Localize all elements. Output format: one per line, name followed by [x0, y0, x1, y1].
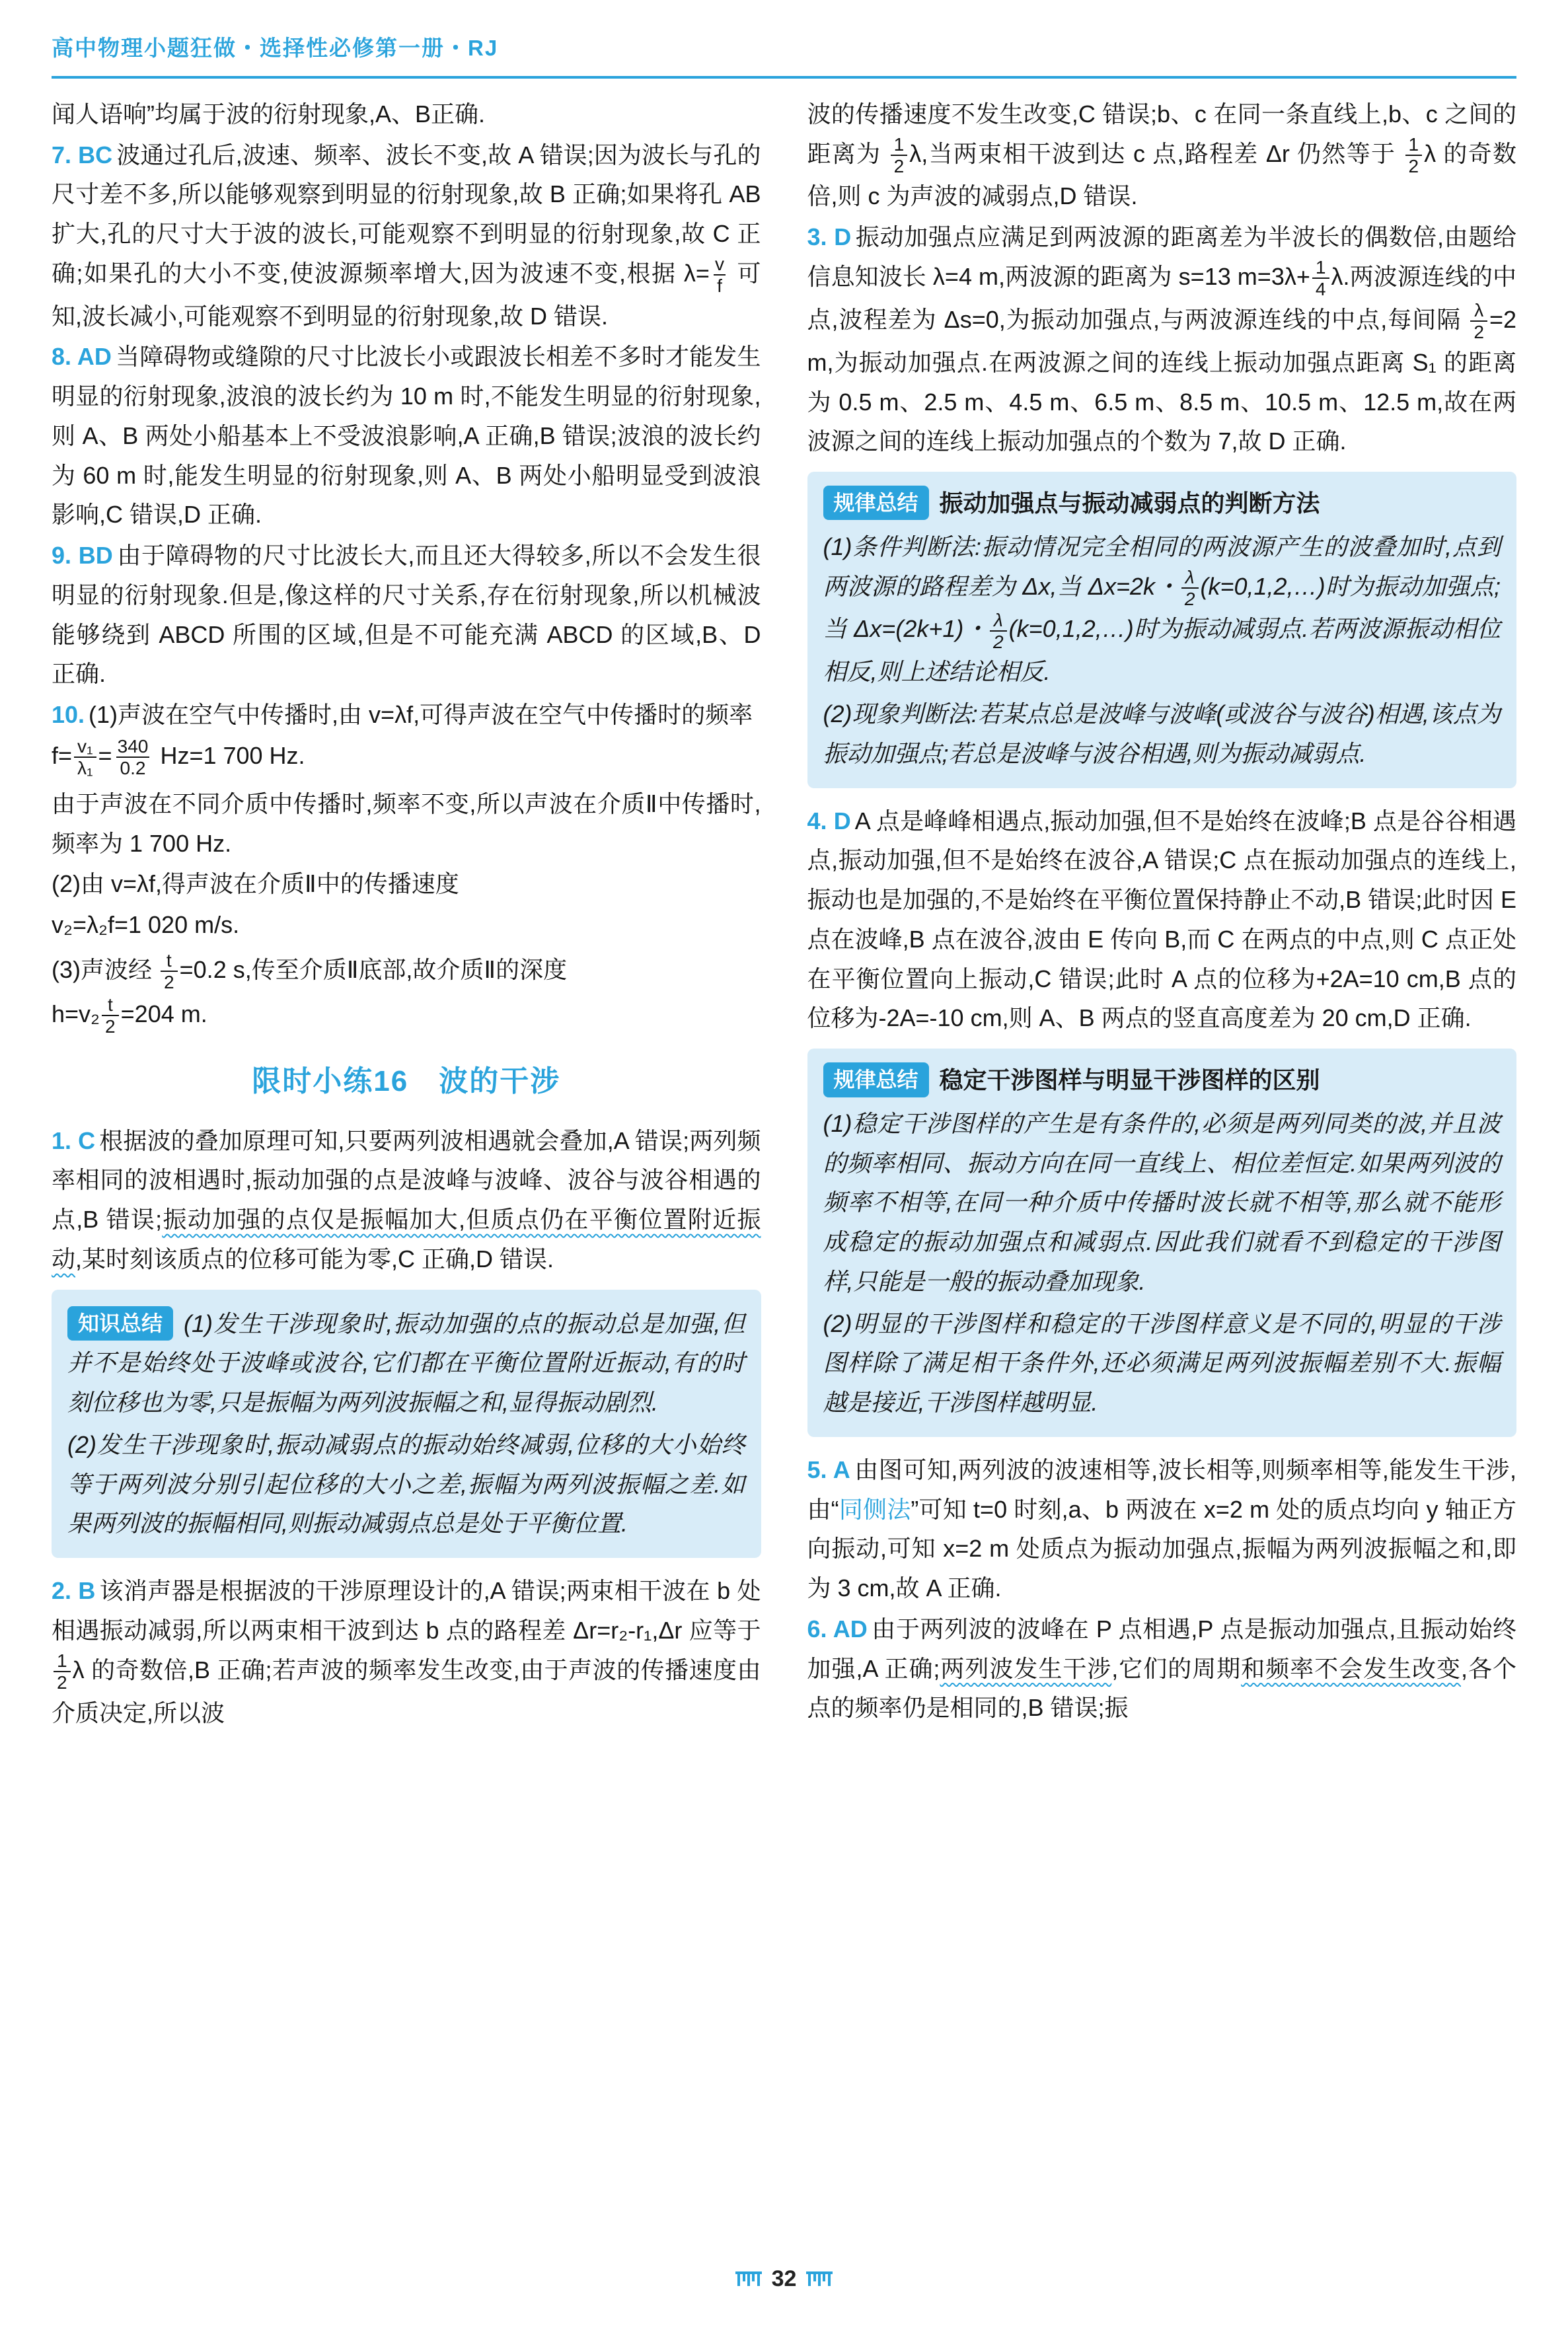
footer-ornament-icon [733, 2268, 764, 2289]
answer-label: 7. BC [52, 141, 113, 168]
box-paragraph: (2)明显的干涉图样和稳定的干涉图样意义是不同的,明显的干涉图样除了满足相干条件外,还必须满足两列波振幅差别不大.振幅越是接近,干涉图样越明显. [823, 1310, 1501, 1417]
fraction: $\frac{v}{f}$ [714, 253, 724, 297]
page-footer [0, 2260, 1568, 2297]
highlighted-term: 同侧法 [839, 1495, 911, 1523]
fraction: $\frac{1}{2}$ [54, 1650, 71, 1693]
box-label: 规律总结 [823, 1062, 929, 1097]
fraction: $\frac{1}{4}$ [1312, 257, 1329, 300]
formula: h=v₂ $\frac{t}{2}$ =204 m. [52, 994, 207, 1037]
paragraph: 波的传播速度不发生改变,C 错误;b、c 在同一条直线上,b、c 之间的距离为 $\frac{1}{2}$ λ,当两束相干波到达 c 点,路程差 Δr 仍然等于 $\frac{1}{2}$ λ 的奇数倍,则 c 为声波的减弱点,D 错误. [807, 100, 1516, 210]
content-columns [52, 94, 1516, 1733]
fraction: $\frac{t}{2}$ [161, 950, 178, 993]
paragraph: (3)声波经 $\frac{t}{2}$ =0.2 s,传至介质Ⅱ底部,故介质Ⅱ的深度 [52, 949, 568, 993]
paragraph: 2. B 该消声器是根据波的干涉原理设计的,A 错误;两束相干波在 b 处相遇振动减弱,所以两束相干波到达 b 点的路程差 Δr=r₂-r₁,Δr 应等于 $\frac{1}{2}$ λ 的奇数倍,B 正确;若声波的频率发生改变,由于声波的传播速度由介质决定,所以波 [52, 1577, 761, 1726]
answer-label: 1. C [52, 1126, 96, 1154]
paragraph: 9. BD 由于障碍物的尺寸比波长大,而且还大得较多,所以不会发生很明显的衍射现象.但是,像这样的尺寸关系,存在衍射现象,所以机械波能够绕到 ABCD 所围的区域,但是不可能充满 ABCD 的区域,B、D 正确. [52, 542, 761, 688]
footer-ornament-icon [804, 2268, 835, 2289]
right-column [807, 94, 1517, 1733]
fraction: $\frac{\lambda}{2}$ [1181, 567, 1199, 610]
page-number: 32 [771, 2266, 797, 2291]
page-header [52, 30, 1516, 79]
fraction: $\frac{t}{2}$ [102, 994, 119, 1037]
box-paragraph: 知识总结 (1)发生干涉现象时,振动加强的点的振动总是加强,但并不是始终处于波峰或波谷,它们都在平衡位置附近振动,有的时刻位移也为零,只是振幅为两列波振幅之和,显得振动剧烈. [67, 1304, 745, 1422]
box-title: 振动加强点与振动减弱点的判断方法 [939, 490, 1320, 517]
paragraph: 6. AD 由于两列波的波峰在 P 点相遇,P 点是振动加强点,且振动始终加强,A 正确;两列波发生干涉,它们的周期和频率不会发生改变,各个点的频率仍是相同的,B 错误;振 [807, 1615, 1517, 1722]
fraction: $\frac{1}{2}$ [1405, 134, 1423, 177]
fraction: $\frac{1}{2}$ [891, 134, 908, 177]
summary-box [807, 1049, 1517, 1437]
box-header [823, 484, 1501, 523]
paragraph: 闻人语响”均属于波的衍射现象,A、B正确. [52, 100, 486, 128]
paragraph: 10. (1)声波在空气中传播时,由 v=λf,可得声波在空气中传播时的频率 [52, 701, 753, 729]
box-header [823, 1060, 1501, 1100]
box-paragraph: (1)条件判断法:振动情况完全相同的两波源产生的波叠加时,点到两波源的路程差为 Δx,当 Δx=2k・ $\frac{\lambda}{2}$ (k=0,1,2,…)时为振动加强点;当 Δx=(2k+1)・ $\frac{\lambda}{2}$ (k=0,1,2,…)时为振动减弱点.若两波源振动相位相反,则上述结论相反. [823, 533, 1501, 686]
fraction: $\frac{\lambda}{2}$ [990, 610, 1007, 653]
wavy-underline-text: 和频率不会发生改变 [1241, 1654, 1461, 1682]
summary-box [807, 472, 1517, 788]
box-title: 稳定干涉图样与明显干涉图样的区别 [939, 1066, 1320, 1094]
box-paragraph: (2)现象判断法:若某点总是波峰与波峰(或波谷与波谷)相遇,该点为振动加强点;若总是波峰与波谷相遇,则为振动减弱点. [823, 700, 1501, 767]
formula: v₂=λ₂f=1 020 m/s. [52, 911, 240, 939]
summary-box [52, 1290, 761, 1559]
answer-label: 6. AD [807, 1615, 868, 1642]
answer-label: 8. AD [52, 343, 112, 371]
paragraph: 1. C 根据波的叠加原理可知,只要两列波相遇就会叠加,A 错误;两列频率相同的波相遇时,振动加强的点是波峰与波峰、波谷与波谷相遇的点,B 错误;振动加强的点仅是振幅加大,但质点仍在平衡位置附近振动,某时刻该质点的位移可能为零,C 正确,D 错误. [52, 1126, 761, 1273]
paragraph: 8. AD 当障碍物或缝隙的尺寸比波长小或跟波长相差不多时才能发生明显的衍射现象,波浪的波长约为 10 m 时,不能发生明显的衍射现象,则 A、B 两处小船基本上不受波浪影响,A 正确,B 错误;波浪的波长约为 60 m 时,能发生明显的衍射现象,则 A、B 两处小船明显受到波浪影响,C 错误,D 正确. [52, 343, 761, 529]
formula: f= $\frac{\text{v₁}}{\text{λ₁}}$ = $\frac{340}{0.2}$ Hz=1 700 Hz. [52, 735, 305, 779]
box-label: 规律总结 [823, 486, 929, 520]
paragraph: (2)由 v=λf,得声波在介质Ⅱ中的传播速度 [52, 870, 459, 898]
paragraph: 3. D 振动加强点应满足到两波源的距离差为半波长的偶数倍,由题给信息知波长 λ=4 m,两波源的距离为 s=13 m=3λ+ $\frac{1}{4}$ λ.两波源连线的中点,波程差为 Δs=0,为振动加强点,与两波源连线的中点,每间隔 $\frac{\lambda}{2}$ =2 m,为振动加强点.在两波源之间的连线上振动加强点距离 S₁ 的距离为 0.5 m、2.5 m、4.5 m、6.5 m、8.5 m、10.5 m、12.5 m,故在两波源之间的连线上振动加强点的个数为 7,故 D 正确. [807, 223, 1516, 455]
paragraph: 4. D A 点是峰峰相遇点,振动加强,但不是始终在波峰;B 点是谷谷相遇点,振动加强,但不是始终在波谷,A 错误;C 点在振动加强点的连线上,振动也是加强的,不是始终在平衡位置保持静止不动,B 错误;此时因 E 点在波峰,B 点在波谷,波由 E 传向 B,而 C 在两点的中点,则 C 点正处在平衡位置向上振动,C 错误;此时 A 点的位移为+2A=10 cm,B 点的位移为-2A=-10 cm,则 A、B 两点的竖直高度差为 20 cm,D 正确. [807, 807, 1516, 1032]
answer-label: 5. A [807, 1456, 850, 1483]
answer-label: 3. D [807, 223, 852, 251]
answer-label: 10. [52, 701, 85, 729]
wavy-underline-text: 两列波发生干涉 [940, 1654, 1112, 1682]
paragraph: 由于声波在不同介质中传播时,频率不变,所以声波在介质Ⅱ中传播时,频率为 1 700 Hz. [52, 790, 761, 857]
box-label: 知识总结 [67, 1306, 173, 1341]
answer-label: 4. D [807, 807, 851, 834]
answer-label: 2. B [52, 1577, 96, 1605]
paragraph: 7. BC 波通过孔后,波速、频率、波长不变,故 A 错误;因为波长与孔的尺寸差不多,所以能够观察到明显的衍射现象,故 B 正确;如果将孔 AB 扩大,孔的尺寸大于波的波长,可能观察不到明显的衍射现象,故 C 正确;如果孔的大小不变,使波源频率增大,因为波速不变,根据 λ= $\frac{v}{f}$ 可知,波长减小,可能观察不到明显的衍射现象,故 D 错误. [52, 141, 761, 330]
paragraph: 5. A 由图可知,两列波的波速相等,波长相等,则频率相等,能发生干涉,由“同侧法”可知 t=0 时刻,a、b 两波在 x=2 m 处的质点均向 y 轴正方向振动,可知 x=2 m 处质点为振动加强点,振幅为两列波振幅之和,即为 3 cm,故 A 正确. [807, 1456, 1517, 1602]
answer-label: 9. BD [52, 542, 113, 570]
left-column [52, 94, 761, 1733]
fraction: $\frac{\text{v₁}}{\text{λ₁}}$ [74, 736, 96, 779]
header-title: 高中物理小题狂做・选择性必修第一册・RJ [52, 36, 499, 60]
wavy-underline-text: 振动加强的点仅是振幅加大,但质点仍在平衡位置附近振动 [52, 1206, 761, 1273]
box-paragraph: (1)稳定干涉图样的产生是有条件的,必须是两列同类的波,并且波的频率相同、振动方向在同一直线上、相位差恒定.如果两列波的频率不相等,在同一种介质中传播时波长就不相等,那么就不能形成稳定的振动加强点和减弱点.因此我们就看不到稳定的干涉图样,只能是一般的振动叠加现象. [823, 1109, 1501, 1295]
box-paragraph: (2)发生干涉现象时,振动减弱点的振动始终减弱,位移的大小始终等于两列波分别引起位移的大小之差,振幅为两列波振幅之差.如果两列波的振幅相同,则振动减弱点总是处于平衡位置. [67, 1430, 745, 1537]
fraction: $\frac{\lambda}{2}$ [1470, 300, 1487, 343]
fraction: $\frac{340}{0.2}$ [117, 735, 149, 779]
section-title: 限时小练16 波的干涉 [252, 1064, 561, 1097]
